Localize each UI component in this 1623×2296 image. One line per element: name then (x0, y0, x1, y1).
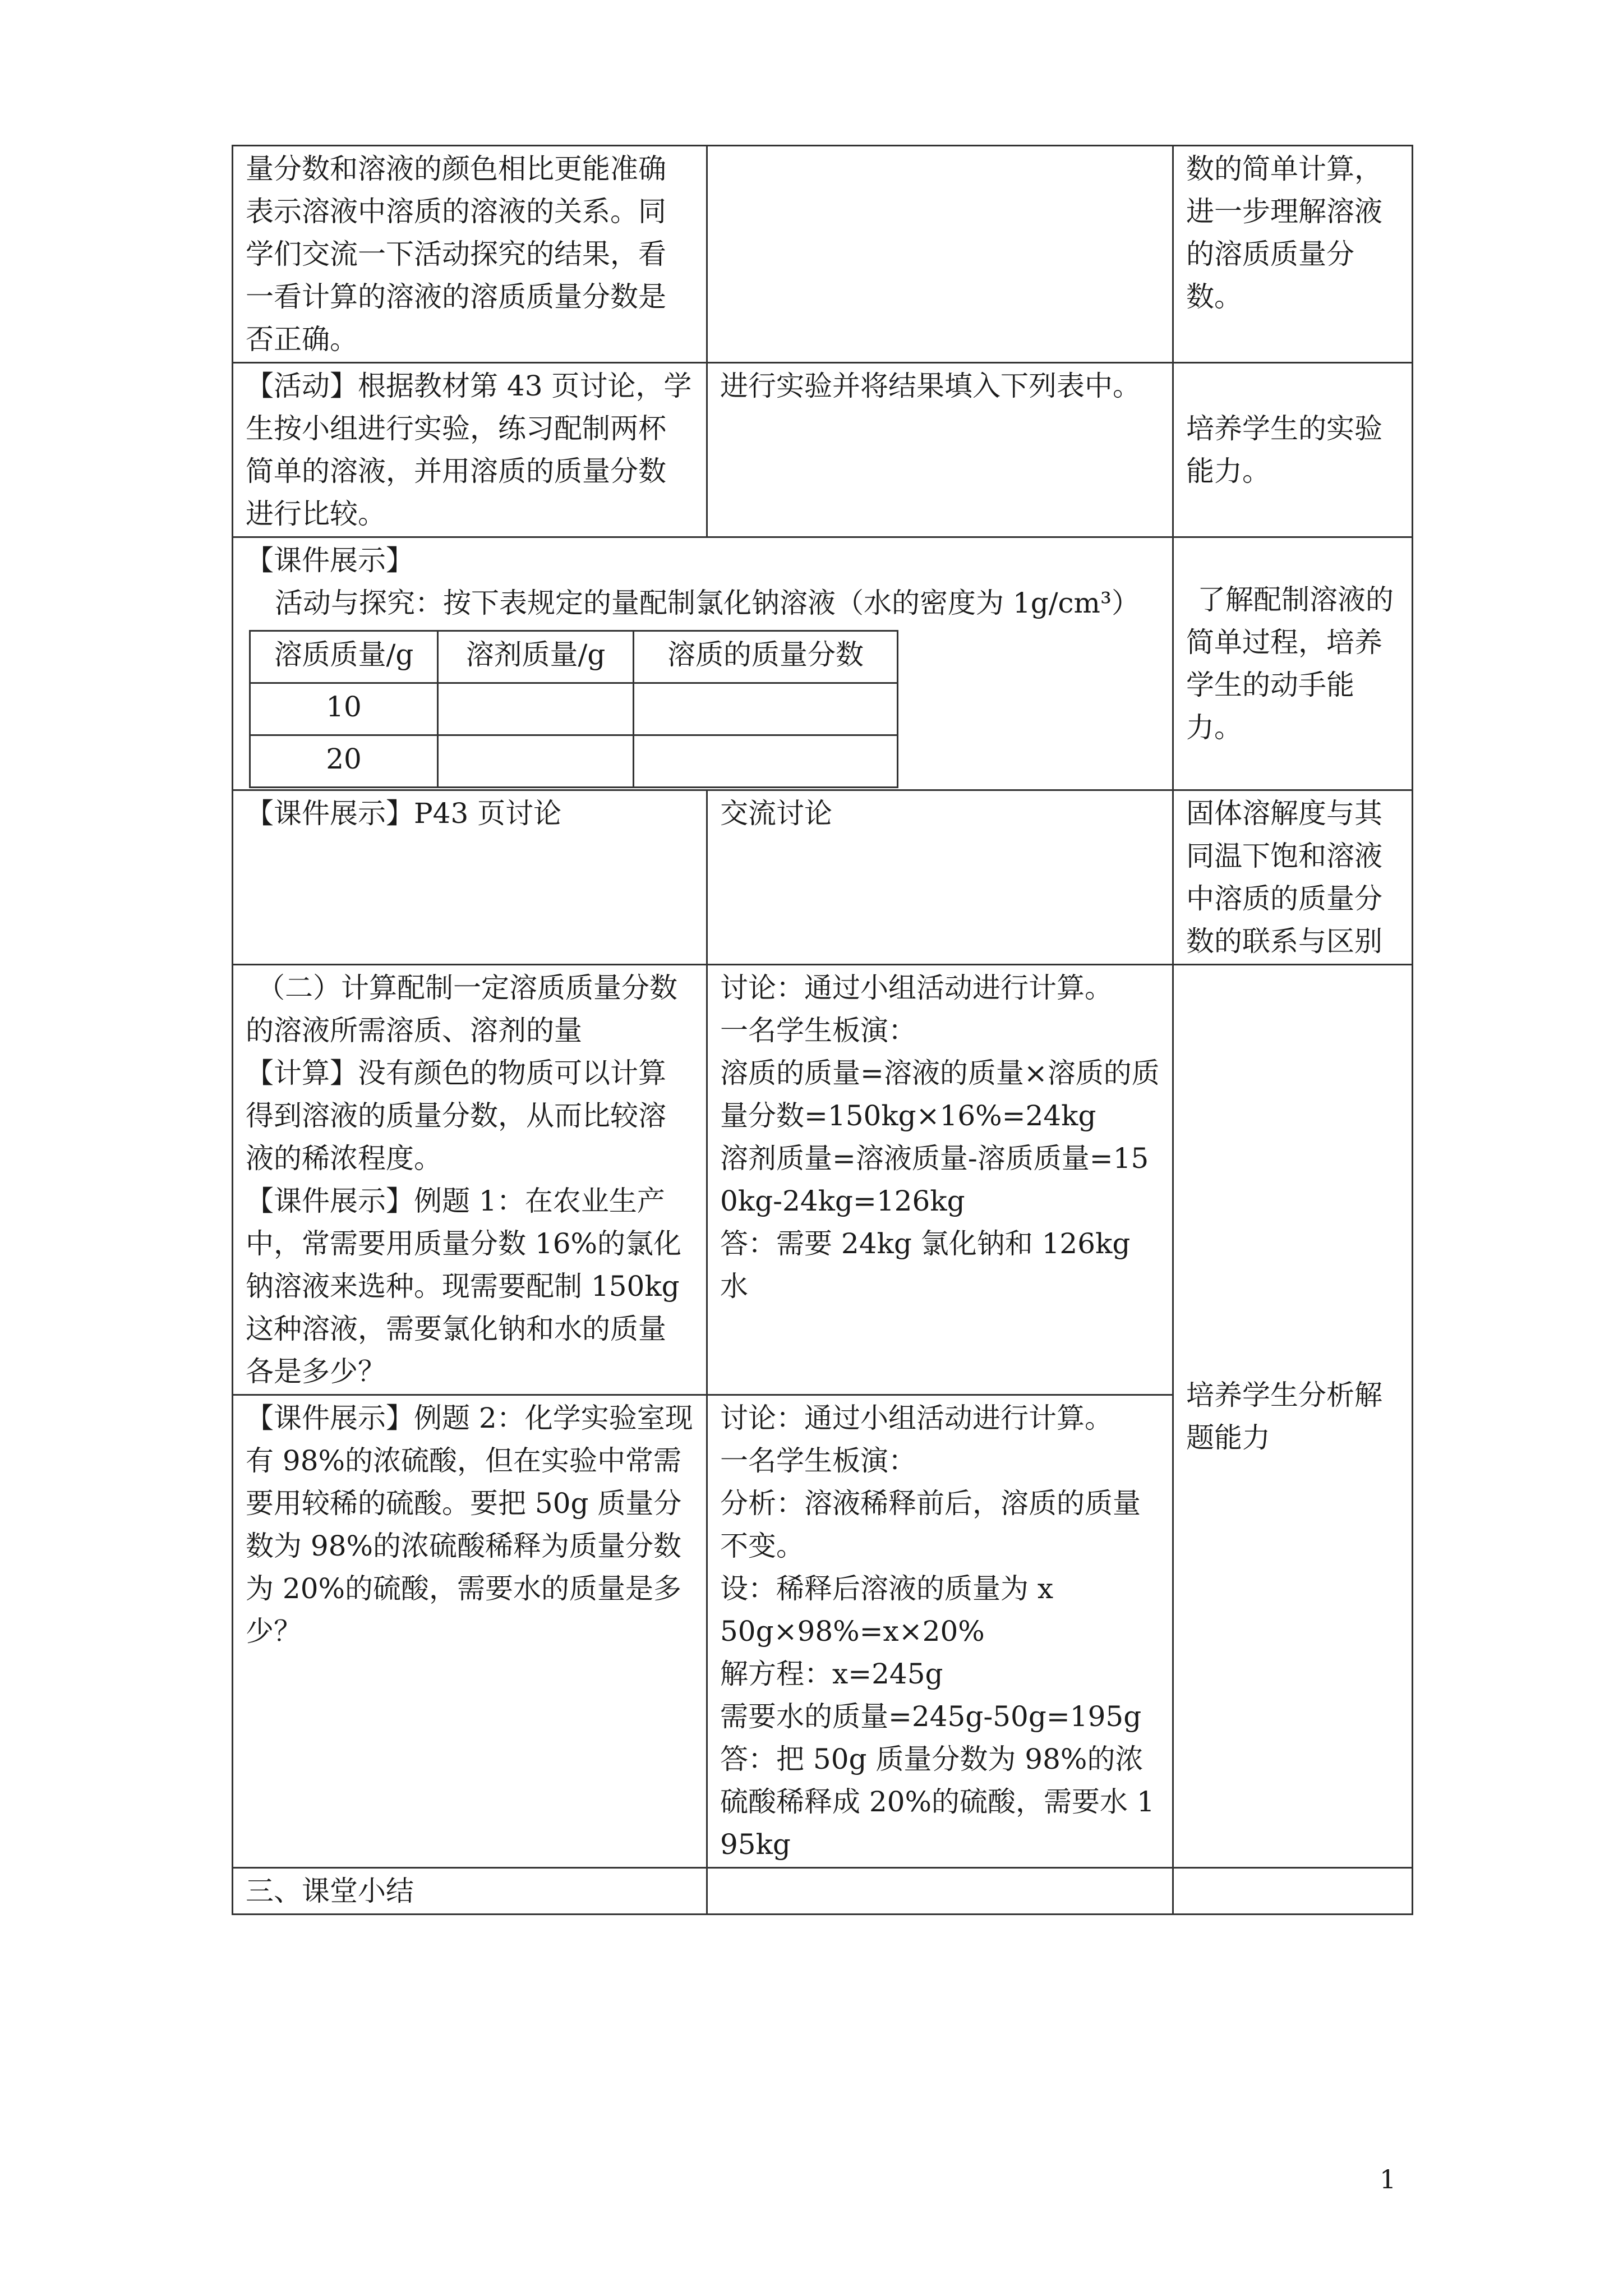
cell-text: 讨论：通过小组活动进行计算。 (720, 1402, 1113, 1434)
student-activity-cell (707, 146, 1173, 363)
column-header: 溶质的质量分数 (634, 631, 898, 683)
table-row (250, 735, 898, 788)
cell-text: （二）计算配制一定溶质质量分数的溶液所需溶质、溶剂的量 (246, 972, 677, 1047)
cell-text: 一名学生板演： (720, 1014, 916, 1047)
student-activity-cell (707, 965, 1173, 1395)
cell-text: 一名学生板演： (720, 1444, 916, 1477)
cell-text: 培养学生分析解题能力 (1186, 1378, 1382, 1454)
design-intent-cell (1173, 146, 1413, 363)
table-row (233, 146, 1413, 363)
cell-text: 进行实验并将结果填入下列表中。 (720, 370, 1141, 402)
lesson-plan-table (232, 145, 1413, 1915)
design-intent-cell (1173, 537, 1413, 790)
cell-text: 50g×98%=x×20% (720, 1615, 985, 1648)
cell-text: 溶剂质量=溶液质量-溶质质量=150kg-24kg=126kg (720, 1142, 1149, 1217)
table-row (233, 790, 1413, 965)
teacher-activity-cell (233, 1868, 707, 1915)
teacher-activity-cell (233, 965, 707, 1395)
page-number: 1 (1380, 2164, 1396, 2194)
cell-text: 解方程：x=245g (720, 1658, 943, 1690)
student-activity-cell (707, 790, 1173, 965)
design-intent-cell (1173, 363, 1413, 537)
cell-text: 了解配制溶液的简单过程，培养学生的动手能力。 (1186, 583, 1394, 744)
design-intent-cell (1173, 1868, 1413, 1915)
solution-prep-table (249, 630, 898, 788)
table-cell: 20 (250, 735, 438, 788)
table-row (250, 683, 898, 735)
cell-text: 分析：溶液稀释前后，溶质的质量不变。 (720, 1487, 1141, 1562)
cell-text: 讨论：通过小组活动进行计算。 (720, 972, 1113, 1004)
design-intent-cell (1173, 965, 1413, 1868)
courseware-display-cell (233, 537, 1173, 790)
table-cell (634, 735, 898, 788)
cell-text: 需要水的质量=245g-50g=195g (720, 1700, 1142, 1733)
cell-text: 量分数和溶液的颜色相比更能准确表示溶液中溶质的溶液的关系。同学们交流一下活动探究的结果，看一看计算的溶液的溶质质量分数是否正确。 (246, 153, 666, 356)
cell-text: 数的简单计算，进一步理解溶液的溶质质量分数。 (1186, 153, 1382, 313)
table-row (233, 1868, 1413, 1915)
cell-text: 交流讨论 (720, 797, 832, 830)
cell-text: 【活动】根据教材第 43 页讨论，学生按小组进行实验，练习配制两杯简单的溶液，并用溶质的质量分数进行比较。 (246, 370, 692, 530)
teacher-activity-cell (233, 1395, 707, 1868)
section-title: 【课件展示】 (246, 544, 414, 577)
cell-text: 答：需要 24kg 氯化钠和 126kg 水 (720, 1227, 1131, 1303)
table-header-row (250, 631, 898, 683)
cell-text: 溶质的质量=溶液的质量×溶质的质量分数=150kg×16%=24kg (720, 1057, 1160, 1132)
table-cell (438, 735, 634, 788)
table-cell (438, 683, 634, 735)
cell-text: 固体溶解度与其同温下饱和溶液中溶质的质量分数的联系与区别 (1186, 797, 1382, 958)
table-row (233, 537, 1413, 790)
student-activity-cell (707, 363, 1173, 537)
design-intent-cell (1173, 790, 1413, 965)
table-cell: 10 (250, 683, 438, 735)
table-cell (634, 683, 898, 735)
column-header: 溶剂质量/g (438, 631, 634, 683)
cell-text: 【计算】没有颜色的物质可以计算得到溶液的质量分数，从而比较溶液的稀浓程度。 (246, 1057, 666, 1175)
cell-text: 答：把 50g 质量分数为 98%的浓硫酸稀释成 20%的硫酸，需要水 195kg (720, 1743, 1155, 1861)
teacher-activity-cell (233, 146, 707, 363)
student-activity-cell (707, 1395, 1173, 1868)
column-header: 溶质质量/g (250, 631, 438, 683)
teacher-activity-cell (233, 363, 707, 537)
activity-subtitle: 活动与探究：按下表规定的量配制氯化钠溶液（水的密度为 1g/cm³） (275, 587, 1140, 619)
table-row (233, 965, 1413, 1395)
cell-text: 【课件展示】例题 2：化学实验室现有 98%的浓硫酸，但在实验中常需要用较稀的硫酸。要把 50g 质量分数为 98%的浓硫酸稀释为质量分数为 20%的硫酸，需要水的质量是多少？ (246, 1402, 693, 1648)
table-row (233, 363, 1413, 537)
student-activity-cell (707, 1868, 1173, 1915)
cell-text: 培养学生的实验能力。 (1186, 412, 1382, 487)
teacher-activity-cell (233, 790, 707, 965)
section-heading: 三、课堂小结 (246, 1875, 414, 1907)
cell-text: 【课件展示】P43 页讨论 (246, 797, 562, 830)
cell-text: 设：稀释后溶液的质量为 x (720, 1572, 1054, 1605)
cell-text: 【课件展示】例题 1：在农业生产中，常需要用质量分数 16%的氯化钠溶液来选种。现需要配制 150kg 这种溶液，需要氯化钠和水的质量各是多少？ (246, 1185, 682, 1388)
